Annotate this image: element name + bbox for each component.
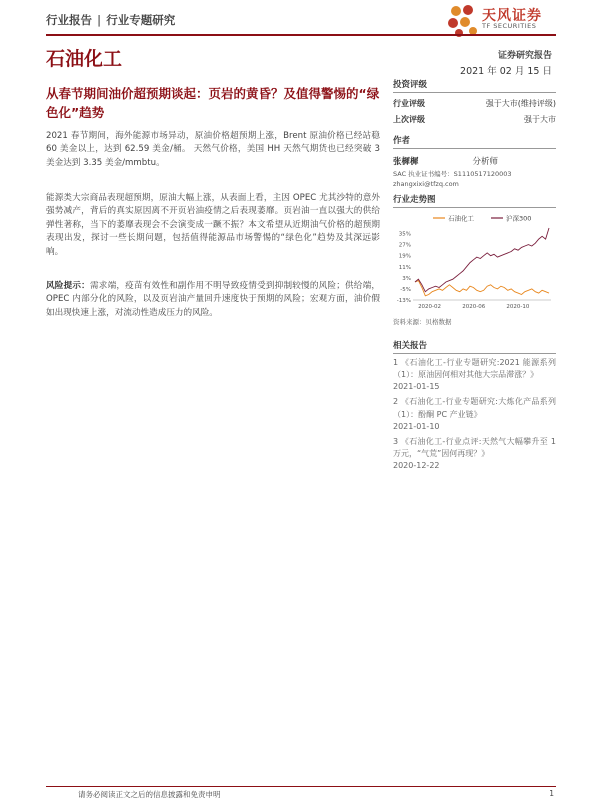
risk-text: 需求端，疫苗有效性和副作用不明导致疫情受到抑制较慢的风险；供给端，OPEC 内部分化的风险，以及页岩油产量回升速度快于预期的风险；宏观方面，油价假如出现快速上涨，对流动性造成压力的风险。 [46, 281, 380, 318]
trend-heading: 行业走势图 [393, 193, 556, 208]
author-license: SAC 执业证书编号：S1110517120003 [393, 170, 512, 178]
related-heading: 相关报告 [393, 339, 556, 354]
chart-source: 资料来源：贝格数据 [393, 318, 452, 326]
y-tick-label: 3% [402, 275, 411, 282]
y-tick-label: 27% [398, 242, 411, 249]
report-date: 2021 年 02 月 15 日 [460, 66, 552, 77]
footer-divider [46, 786, 556, 787]
header-category: 行业报告 [46, 13, 92, 27]
author-name-row [393, 155, 556, 167]
page-number: 1 [549, 789, 554, 798]
industry-name: 石油化工 [46, 48, 123, 70]
footer-disclaimer[interactable]: 请务必阅读正文之后的信息披露和免责申明 [78, 790, 221, 799]
report-title: 从春节期间油价超预期谈起：页岩的黄昏？及值得警惕的“绿色化”趋势 [46, 86, 380, 120]
y-tick-label: -5% [400, 286, 411, 293]
legend-label: 沪深300 [506, 214, 532, 223]
related-report-title[interactable]: 1 《石油化工-行业专题研究:2021 能源系列（1）：原油因何相对其他大宗品滞涨？》 [393, 358, 556, 380]
body-paragraph-2: 能源类大宗商品表现超预期，原油大幅上涨，从表面上看，主因 OPEC 尤其沙特的意外强势减产，背后的真实原因离不开页岩油疫情之后表现萎靡。页岩油一直以强大的供给弹性著称，当下的萎靡表现会不会演变成一蹶不振？本文希望从近期油气价格的超预期表现出发，探讨一些长期问题，包括值得能源品市场警惕的“绿色化”趋势及其深远影响。 [46, 193, 380, 257]
author-section [393, 134, 556, 188]
header-separator: | [97, 13, 102, 27]
rating-row [393, 98, 556, 109]
author-role: 分析师 [472, 157, 499, 167]
x-tick-label: 2020-06 [462, 304, 486, 310]
related-report-date: 2021-01-10 [393, 421, 440, 431]
author-email[interactable]: zhangxixi@tfzq.com [393, 180, 459, 188]
related-report-title[interactable]: 3 《石油化工-行业点评:天然气大幅攀升至 1 万元，“气荒”因何再现？》 [393, 436, 556, 459]
header-breadcrumb [46, 12, 175, 28]
y-tick-label: -13% [396, 298, 411, 304]
author-heading: 作者 [393, 134, 556, 149]
series-line [415, 228, 549, 292]
related-report-date: 2020-12-22 [393, 461, 440, 471]
series-line [415, 281, 549, 296]
y-tick-label: 19% [398, 253, 411, 260]
risk-paragraph [46, 280, 380, 320]
rating-value: 强于大市 [524, 115, 556, 124]
related-report-date: 2021-01-15 [393, 382, 440, 392]
report-type: 证券研究报告 [497, 51, 552, 61]
related-report-title[interactable]: 2 《石油化工-行业专题研究:大炼化产品系列（1）：酚酮 PC 产业链》 [393, 397, 556, 419]
trend-section [393, 193, 556, 326]
x-tick-label: 2020-02 [418, 304, 442, 310]
header-divider [46, 34, 556, 36]
rating-value: 强于大市(维持评级) [485, 99, 556, 108]
rating-section [393, 78, 556, 125]
header-subcategory: 行业专题研究 [106, 13, 176, 27]
rating-heading: 投资评级 [393, 78, 556, 93]
legend-label: 石油化工 [448, 214, 474, 223]
rating-row [393, 114, 556, 125]
logo-subtitle: TF SECURITIES [482, 22, 537, 30]
related-reports-section [393, 339, 556, 472]
rating-key: 行业评级 [393, 99, 425, 108]
trend-chart [393, 208, 556, 311]
body-paragraph-1: 2021 春节期间，海外能源市场异动，原油价格超预期上涨，Brent 原油价格已经站稳 60 美金以上，达到 62.59 美金/桶。 天然气价格，美国 HH 天然气期货也已经突破 3 美金达到 3.35 美金/mmbtu。 [46, 131, 380, 168]
rating-key: 上次评级 [393, 115, 425, 124]
logo-text: 天风证券 [482, 8, 542, 24]
x-tick-label: 2020-10 [506, 304, 530, 310]
risk-label: 风险提示： [46, 281, 90, 291]
author-name: 张樨樨 [393, 157, 419, 167]
y-tick-label: 35% [398, 231, 411, 238]
y-tick-label: 11% [398, 264, 411, 271]
